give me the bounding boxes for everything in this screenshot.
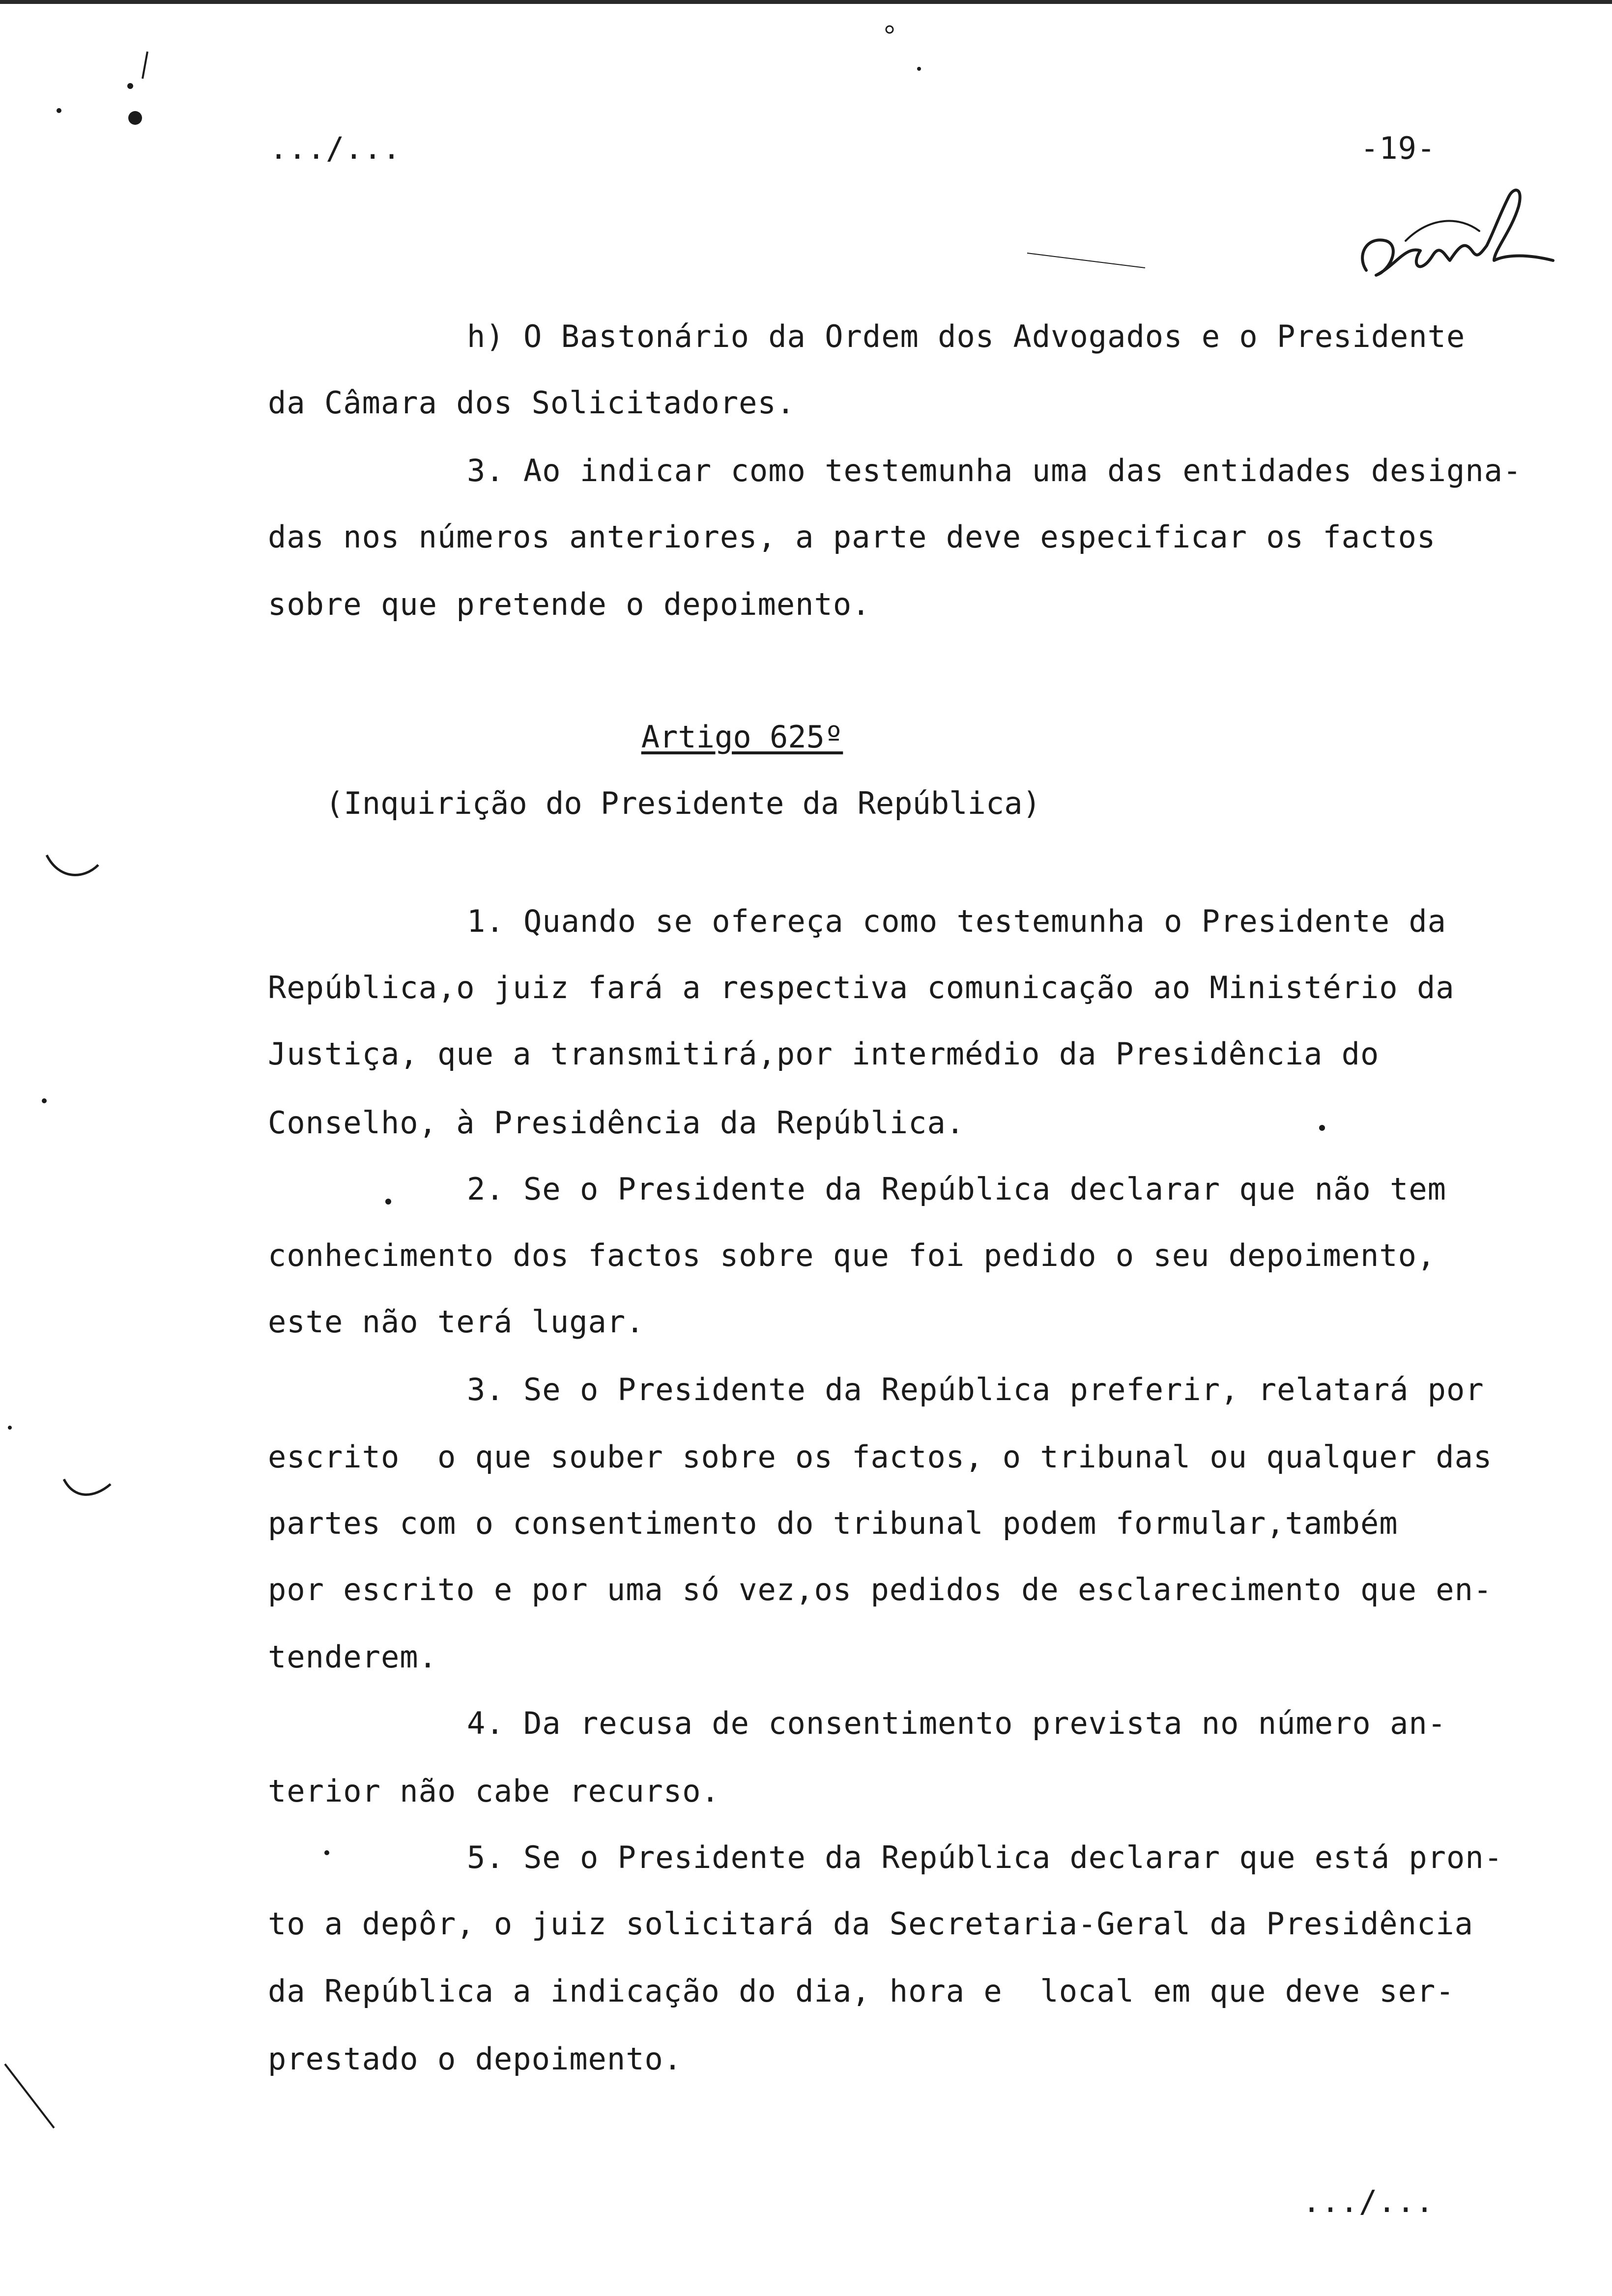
text-line: República,o juiz fará a respectiva comunicação ao Ministério da [268, 970, 1455, 1005]
signature-initials [1347, 157, 1563, 300]
article-subtitle: (Inquirição do Presidente da República) [325, 785, 1041, 821]
text-line: terior não cabe recurso. [268, 1773, 720, 1809]
text-line: Conselho, à Presidência da República. [268, 1105, 965, 1141]
continuation-marker-bottom: .../... [1302, 2183, 1435, 2219]
text-line: Justiça, que a transmitirá,por intermédio da Presidência do [268, 1036, 1380, 1072]
text-line: 4. Da recusa de consentimento prevista no número an- [467, 1705, 1447, 1741]
text-line: tenderem. [268, 1639, 437, 1675]
page-number: -19- [1360, 130, 1436, 166]
text-line: sobre que pretende o depoimento. [268, 586, 871, 622]
continuation-marker-top: .../... [269, 130, 402, 166]
text-line: 3. Ao indicar como testemunha uma das entidades designa- [467, 453, 1522, 488]
top-scan-border [0, 0, 1612, 4]
text-line: to a depôr, o juiz solicitará da Secretaria-Geral da Presidência [268, 1906, 1473, 1942]
text-line: por escrito e por uma só vez,os pedidos de esclarecimento que en- [268, 1572, 1493, 1607]
text-line: prestado o depoimento. [268, 2041, 683, 2077]
text-line: da Câmara dos Solicitadores. [268, 385, 796, 421]
article-title: Artigo 625º [641, 719, 843, 755]
text-line: escrito o que souber sobre os factos, o tribunal ou qualquer das [268, 1439, 1493, 1475]
text-line: 5. Se o Presidente da República declarar que está pron- [467, 1839, 1503, 1875]
text-line: partes com o consentimento do tribunal podem formular,também [268, 1505, 1398, 1541]
text-line: 2. Se o Presidente da República declarar que não tem [467, 1171, 1447, 1207]
text-line: h) O Bastonário da Ordem dos Advogados e o Presidente [467, 318, 1466, 354]
text-line: das nos números anteriores, a parte deve especificar os factos [268, 519, 1436, 555]
text-line: este não terá lugar. [268, 1304, 645, 1340]
text-line: 3. Se o Presidente da República preferir, relatará por [467, 1372, 1484, 1407]
text-line: 1. Quando se ofereça como testemunha o Presidente da [467, 903, 1447, 939]
text-line: da República a indicação do dia, hora e local em que deve ser- [268, 1973, 1455, 2009]
text-line: conhecimento dos factos sobre que foi pedido o seu depoimento, [268, 1237, 1436, 1273]
